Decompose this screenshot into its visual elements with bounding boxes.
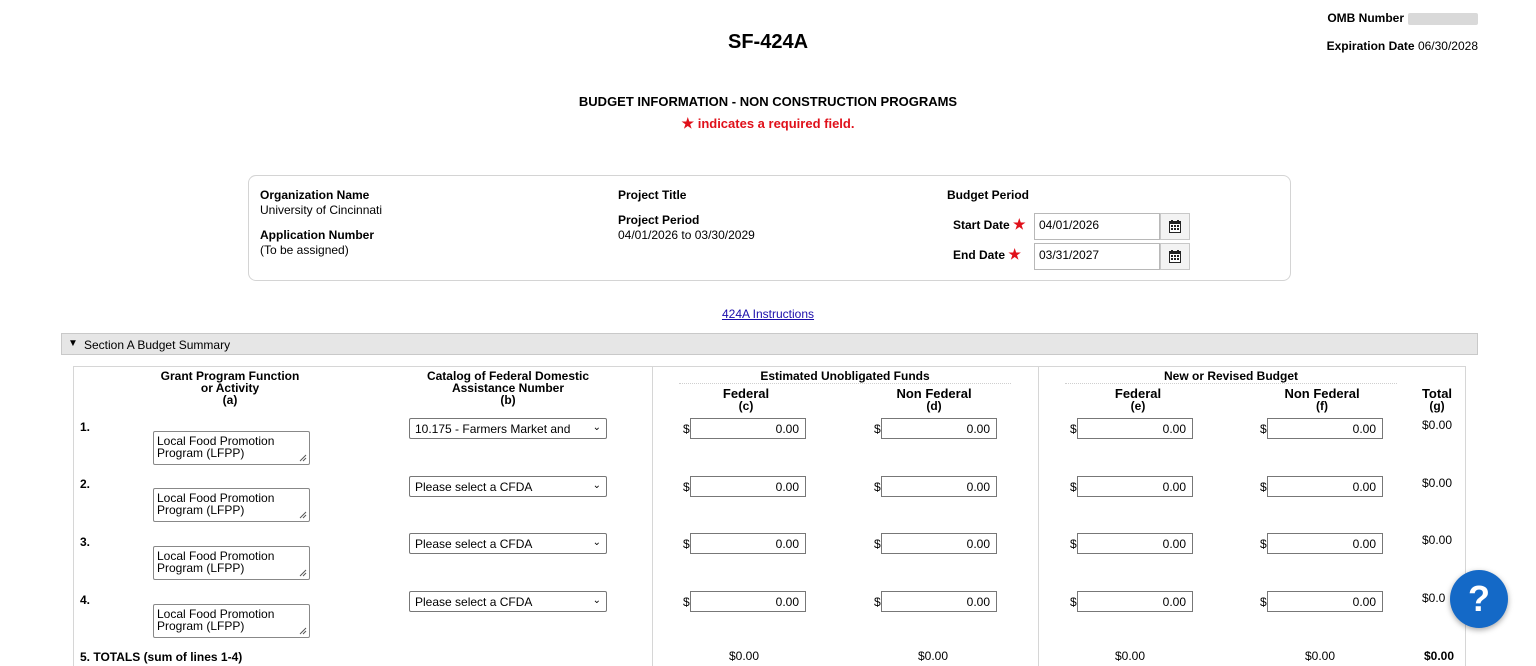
activity-textarea[interactable]: Local Food Promotion Program (LFPP) xyxy=(153,546,310,580)
activity-textarea[interactable]: Local Food Promotion Program (LFPP) xyxy=(153,604,310,638)
project-period-label: Project Period xyxy=(618,213,700,227)
federal-new-input[interactable]: 0.00 xyxy=(1077,418,1193,439)
budget-period-label: Budget Period xyxy=(947,188,1030,202)
question-mark-icon: ? xyxy=(1468,578,1490,619)
currency-symbol: $ xyxy=(1260,595,1267,609)
grand-total: $0.00 xyxy=(1424,649,1455,663)
start-date-calendar-button[interactable] xyxy=(1160,213,1190,240)
currency-symbol: $ xyxy=(1070,480,1077,494)
federal-unobligated-input[interactable]: 0.00 xyxy=(690,591,806,612)
currency-symbol: $ xyxy=(683,422,690,436)
total-nonfederal-new: $0.00 xyxy=(1305,649,1336,663)
currency-symbol: $ xyxy=(874,480,881,494)
app-number-label: Application Number xyxy=(260,228,375,242)
omb-label: OMB Number xyxy=(1327,11,1404,25)
row-total: $0.00 xyxy=(1422,476,1453,490)
required-star-icon: ★ xyxy=(1013,216,1026,232)
end-date-label: End Date ★ xyxy=(953,246,1021,262)
project-period-value: 04/01/2026 to 03/30/2029 xyxy=(618,228,755,242)
nonfederal-unobligated-input[interactable]: 0.00 xyxy=(881,591,997,612)
chevron-down-icon: ⌄ xyxy=(592,537,601,548)
row-total: $0.0 xyxy=(1422,591,1446,605)
currency-symbol: $ xyxy=(1260,422,1267,436)
currency-symbol: $ xyxy=(1070,595,1077,609)
currency-symbol: $ xyxy=(1070,537,1077,551)
nonfederal-new-input[interactable]: 0.00 xyxy=(1267,418,1383,439)
currency-symbol: $ xyxy=(683,595,690,609)
totals-label: 5. TOTALS (sum of lines 1-4) xyxy=(80,650,243,664)
group-unobligated-header: Estimated Unobligated Funds xyxy=(679,369,1011,384)
application-info-box xyxy=(248,175,1291,281)
row-number: 1. xyxy=(80,420,91,434)
omb-number-redacted xyxy=(1408,13,1478,25)
cfda-select[interactable]: 10.175 - Farmers Market and ⌄ xyxy=(409,418,607,439)
end-date-calendar-button[interactable] xyxy=(1160,243,1190,270)
end-date-input[interactable]: 03/31/2027 xyxy=(1034,243,1160,270)
total-federal-unobligated: $0.00 xyxy=(729,649,760,663)
currency-symbol: $ xyxy=(874,537,881,551)
row-total: $0.00 xyxy=(1422,418,1453,432)
expiration-value: 06/30/2028 xyxy=(1417,39,1478,53)
org-name-value: University of Cincinnati xyxy=(260,203,383,217)
required-note xyxy=(0,115,1536,132)
project-title-label: Project Title xyxy=(618,188,687,202)
chevron-down-icon: ⌄ xyxy=(592,422,601,433)
row-number: 2. xyxy=(80,477,91,491)
total-nonfederal-unobligated: $0.00 xyxy=(918,649,949,663)
form-title: SF-424A xyxy=(727,31,809,53)
cfda-select[interactable]: Please select a CFDA ⌄ xyxy=(409,476,607,497)
column-divider xyxy=(1038,366,1039,666)
help-button[interactable] xyxy=(1450,570,1508,628)
col-b-header: Catalog of Federal Domestic Assistance Number (b) xyxy=(426,369,590,407)
federal-unobligated-input[interactable]: 0.00 xyxy=(690,533,806,554)
currency-symbol: $ xyxy=(874,422,881,436)
currency-symbol: $ xyxy=(683,480,690,494)
required-star-icon: ★ xyxy=(681,115,695,131)
federal-new-input[interactable]: 0.00 xyxy=(1077,476,1193,497)
col-a-header: Grant Program Function or Activity (a) xyxy=(160,369,300,407)
nonfederal-unobligated-input[interactable]: 0.00 xyxy=(881,476,997,497)
resize-grip-icon[interactable] xyxy=(299,454,307,462)
omb-number xyxy=(1327,11,1478,25)
federal-new-input[interactable]: 0.00 xyxy=(1077,533,1193,554)
currency-symbol: $ xyxy=(1260,480,1267,494)
federal-unobligated-input[interactable]: 0.00 xyxy=(690,476,806,497)
chevron-down-icon: ⌄ xyxy=(592,595,601,606)
row-number: 3. xyxy=(80,535,91,549)
col-d-header: Non Federal (d) xyxy=(896,386,972,413)
nonfederal-new-input[interactable]: 0.00 xyxy=(1267,533,1383,554)
currency-symbol: $ xyxy=(683,537,690,551)
calendar-icon xyxy=(1169,250,1181,263)
col-g-header: Total (g) xyxy=(1421,386,1453,413)
triangle-down-icon: ▼ xyxy=(68,338,78,349)
org-name-label: Organization Name xyxy=(260,188,370,202)
currency-symbol: $ xyxy=(874,595,881,609)
required-note-text: indicates a required field. xyxy=(697,116,855,131)
group-new-budget-header: New or Revised Budget xyxy=(1065,369,1397,384)
currency-symbol: $ xyxy=(1260,537,1267,551)
federal-unobligated-input[interactable]: 0.00 xyxy=(690,418,806,439)
expiration-label: Expiration Date xyxy=(1326,39,1415,53)
activity-textarea[interactable]: Local Food Promotion Program (LFPP) xyxy=(153,488,310,522)
federal-new-input[interactable]: 0.00 xyxy=(1077,591,1193,612)
row-total: $0.00 xyxy=(1422,533,1453,547)
app-number-value: (To be assigned) xyxy=(260,243,349,257)
start-date-input[interactable]: 04/01/2026 xyxy=(1034,213,1160,240)
cfda-select[interactable]: Please select a CFDA ⌄ xyxy=(409,533,607,554)
resize-grip-icon[interactable] xyxy=(299,569,307,577)
total-federal-new: $0.00 xyxy=(1115,649,1146,663)
nonfederal-new-input[interactable]: 0.00 xyxy=(1267,476,1383,497)
resize-grip-icon[interactable] xyxy=(299,627,307,635)
cfda-select[interactable]: Please select a CFDA ⌄ xyxy=(409,591,607,612)
activity-textarea[interactable]: Local Food Promotion Program (LFPP) xyxy=(153,431,310,465)
column-divider xyxy=(652,366,653,666)
chevron-down-icon: ⌄ xyxy=(592,480,601,491)
col-e-header: Federal (e) xyxy=(1114,386,1162,413)
section-a-title: Section A Budget Summary xyxy=(84,338,231,352)
row-number: 4. xyxy=(80,593,91,607)
col-f-header: Non Federal (f) xyxy=(1284,386,1360,413)
nonfederal-unobligated-input[interactable]: 0.00 xyxy=(881,418,997,439)
required-star-icon: ★ xyxy=(1008,246,1021,262)
calendar-icon xyxy=(1169,220,1181,233)
col-c-header: Federal (c) xyxy=(722,386,770,413)
start-date-label: Start Date ★ xyxy=(953,216,1026,232)
currency-symbol: $ xyxy=(1070,422,1077,436)
instructions-link[interactable]: 424A Instructions xyxy=(721,307,815,321)
resize-grip-icon[interactable] xyxy=(299,511,307,519)
page-subtitle: BUDGET INFORMATION - NON CONSTRUCTION PROGRAMS xyxy=(578,94,958,109)
nonfederal-unobligated-input[interactable]: 0.00 xyxy=(881,533,997,554)
nonfederal-new-input[interactable]: 0.00 xyxy=(1267,591,1383,612)
section-a-toggle[interactable] xyxy=(61,333,1478,355)
